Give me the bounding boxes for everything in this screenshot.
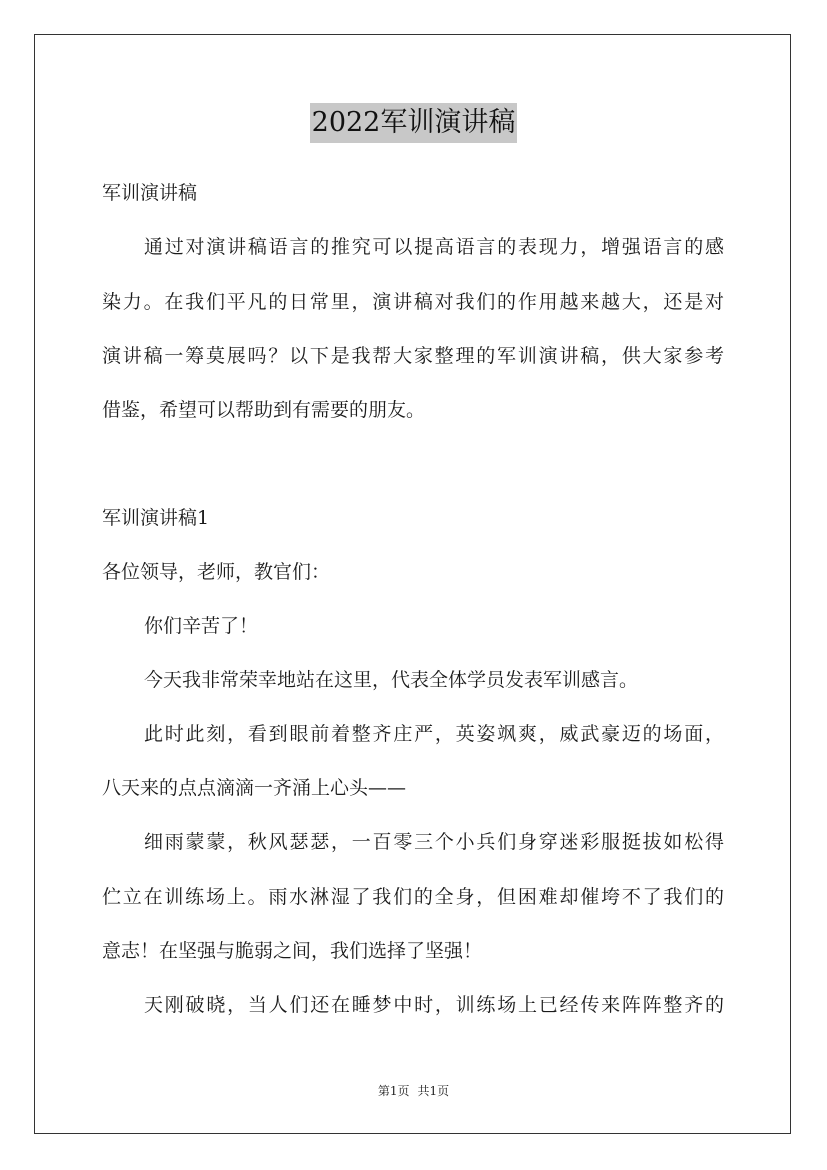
salutation: 各位领导，老师，教官们： bbox=[102, 561, 331, 583]
paragraph-line: 演讲稿一筹莫展吗？以下是我帮大家整理的军训演讲稿，供大家参考 bbox=[102, 345, 724, 367]
paragraph-line: 今天我非常荣幸地站在这里，代表全体学员发表军训感言。 bbox=[144, 669, 639, 691]
paragraph-line: 借鉴，希望可以帮助到有需要的朋友。 bbox=[102, 399, 426, 421]
paragraph-line: 通过对演讲稿语言的推究可以提高语言的表现力，增强语言的感 bbox=[144, 236, 724, 258]
paragraph-line: 八天来的点点滴滴一齐涌上心头—— bbox=[102, 777, 407, 799]
page-number: 第1页 bbox=[377, 1084, 410, 1098]
paragraph-line: 意志！在坚强与脆弱之间，我们选择了坚强！ bbox=[102, 940, 483, 962]
page-footer bbox=[0, 1083, 827, 1099]
title-container bbox=[0, 103, 827, 143]
section-heading: 军训演讲稿1 bbox=[102, 507, 210, 529]
paragraph-line: 伫立在训练场上。雨水淋湿了我们的全身，但困难却催垮不了我们的 bbox=[102, 886, 724, 908]
paragraph-line: 你们辛苦了！ bbox=[144, 615, 259, 637]
section-heading: 军训演讲稿 bbox=[102, 182, 198, 204]
document-title: 2022军训演讲稿 bbox=[310, 103, 518, 143]
paragraph-line: 细雨蒙蒙，秋风瑟瑟，一百零三个小兵们身穿迷彩服挺拔如松得 bbox=[144, 831, 724, 853]
page-total: 共1页 bbox=[417, 1084, 450, 1098]
paragraph-line: 染力。在我们平凡的日常里，演讲稿对我们的作用越来越大，还是对 bbox=[102, 291, 724, 313]
paragraph-line: 此时此刻，看到眼前着整齐庄严，英姿飒爽，威武豪迈的场面， bbox=[144, 723, 724, 745]
paragraph-line: 天刚破晓，当人们还在睡梦中时，训练场上已经传来阵阵整齐的 bbox=[144, 994, 724, 1016]
